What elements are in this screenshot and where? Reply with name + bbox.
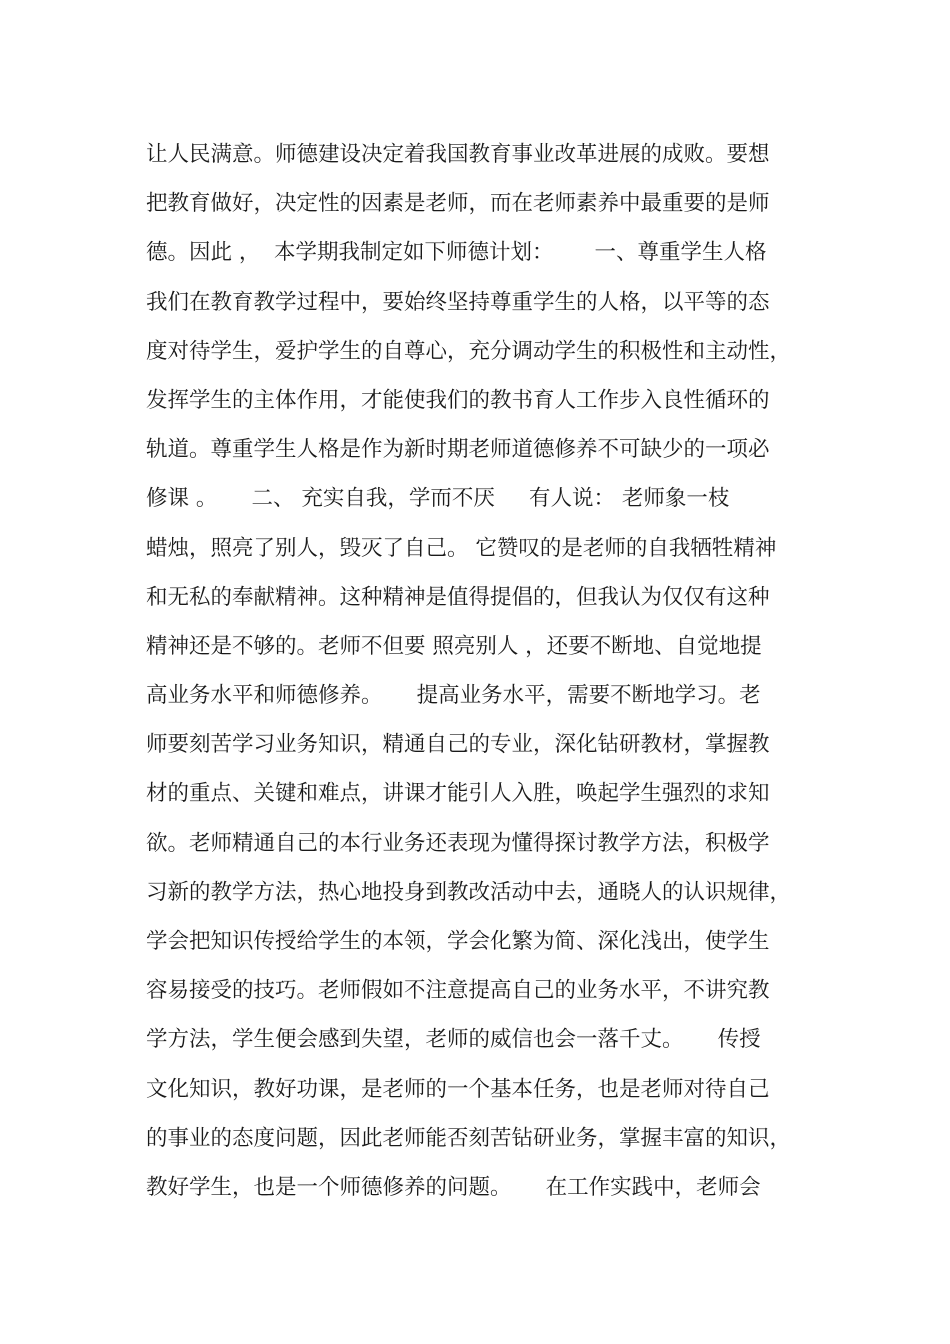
text-line: 容易接受的技巧。老师假如不注意提高自己的业务水平，不讲究教: [146, 978, 770, 1004]
text-line: 教好学生，也是一个师德修养的问题。 在工作实践中，老师会: [146, 1174, 761, 1200]
text-line: 度对待学生，爱护学生的自尊心，充分调动学生的积极性和主动性，: [146, 338, 792, 364]
text-line: 学会把知识传授给学生的本领，学会化繁为简、深化浅出，使学生: [146, 929, 770, 954]
document-body-text: [146, 130, 846, 1212]
text-line: 修课 。 二、 充实自我，学而不厌 有人说： 老师象一枝: [146, 486, 730, 512]
text-line: 文化知识，教好功课，是老师的一个基本任务，也是老师对待自己: [146, 1076, 770, 1102]
text-line: 高业务水平和师德修养。 提高业务水平，需要不断地学习。老: [146, 683, 761, 709]
text-line: 师要刻苦学习业务知识，精通自己的专业，深化钻研教材，掌握教: [146, 732, 770, 758]
text-line: 和无私的奉献精神。这种精神是值得提倡的，但我认为仅仅有这种: [146, 584, 770, 610]
text-line: 轨道。尊重学生人格是作为新时期老师道德修养不可缺少的一项必: [146, 437, 770, 463]
text-line: 德。因此 ， 本学期我制定如下师德计划： 一、尊重学生人格: [146, 240, 767, 266]
text-line: 把教育做好，决定性的因素是老师，而在老师素养中最重要的是师: [146, 191, 770, 217]
text-line: 发挥学生的主体作用，才能使我们的教书育人工作步入良性循环的: [146, 387, 770, 413]
text-line: 学方法，学生便会感到失望，老师的威信也会一落千丈。 传授: [146, 1027, 761, 1053]
text-line: 的事业的态度问题，因此老师能否刻苦钻研业务，掌握丰富的知识，: [146, 1125, 792, 1151]
text-line: 让人民满意。师德建设决定着我国教育事业改革进展的成败。要想: [146, 142, 770, 167]
text-line: 我们在教育教学过程中，要始终坚持尊重学生的人格，以平等的态: [146, 289, 770, 315]
text-line: 蜡烛，照亮了别人，毁灭了自己。 它赞叹的是老师的自我牺牲精神: [146, 535, 777, 561]
text-line: 精神还是不够的。老师不但要 照亮别人 ，还要不断地、自觉地提: [146, 633, 762, 659]
text-line: 欲。老师精通自己的本行业务还表现为懂得探讨教学方法，积极学: [146, 830, 770, 856]
text-line: 材的重点、关键和难点，讲课才能引人入胜，唤起学生强烈的求知: [146, 781, 770, 807]
text-line: 习新的教学方法，热心地投身到教改活动中去，通晓人的认识规律，: [146, 879, 792, 905]
